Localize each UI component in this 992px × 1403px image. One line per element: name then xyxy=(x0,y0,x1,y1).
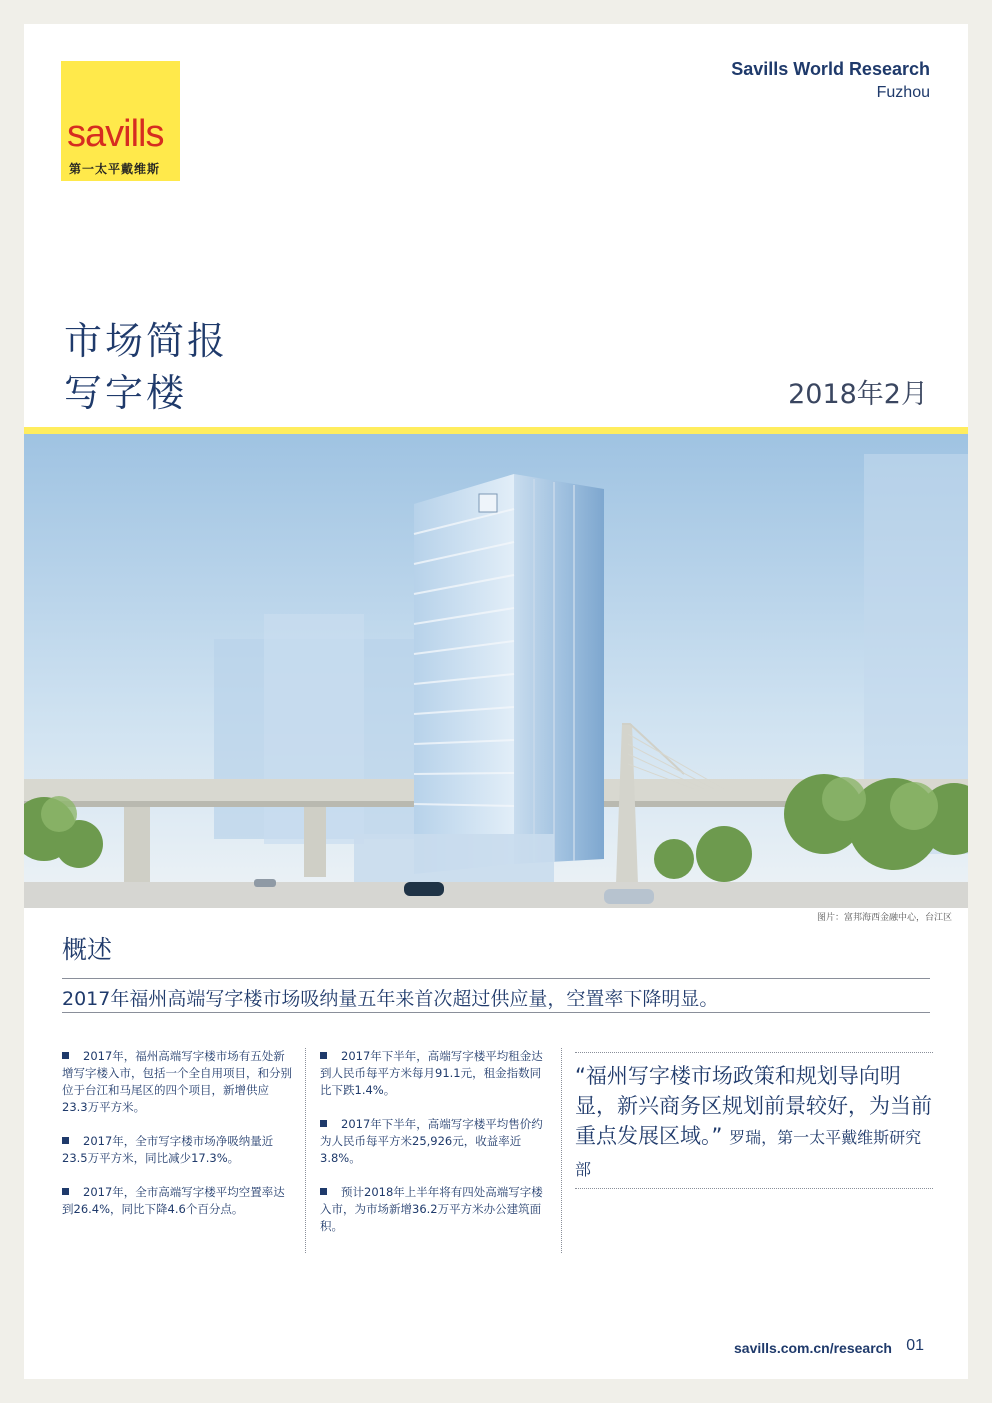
overview-summary: 2017年福州高端写字楼市场吸纳量五年来首次超过供应量，空置率下降明显。 xyxy=(62,988,719,1010)
quote-rule-top xyxy=(575,1052,933,1053)
list-item: 2017年，全市高端写字楼平均空置率达到26.4%，同比下降4.6个百分点。 xyxy=(62,1185,285,1216)
quote-attribution: 罗瑞，第一太平戴维斯研究部 xyxy=(575,1128,922,1179)
page xyxy=(24,24,968,1379)
bullets-middle xyxy=(320,1048,550,1252)
column-divider-2 xyxy=(561,1048,562,1253)
bullets-left xyxy=(62,1048,292,1235)
logo-wordmark: savills xyxy=(67,113,164,155)
list-item: 2017年下半年，高端写字楼平均租金达到人民币每平方米每月91.1元，租金指数同比下跌1.4%。 xyxy=(320,1049,543,1097)
report-title-line1: 市场简报 xyxy=(64,319,229,363)
column-divider-1 xyxy=(305,1048,306,1253)
bullet-square-icon xyxy=(320,1188,327,1195)
quote-rule-bottom xyxy=(575,1188,933,1189)
overview-heading: 概述 xyxy=(62,935,113,964)
hero-caption: 图片：富邦海西金融中心，台江区 xyxy=(816,913,952,923)
list-item: 预计2018年上半年将有四处高端写字楼入市，为市场新增36.2万平方米办公建筑面积。 xyxy=(320,1185,543,1233)
logo-chinese-name: 第一太平戴维斯 xyxy=(69,162,161,176)
rule-top xyxy=(62,978,930,979)
bullet-square-icon xyxy=(62,1188,69,1195)
brand-title: Savills World Research xyxy=(731,59,930,79)
savills-logo[interactable] xyxy=(61,61,180,181)
report-title-line2: 写字楼 xyxy=(64,371,188,415)
page-number: 01 xyxy=(906,1337,924,1354)
yellow-divider xyxy=(24,427,968,434)
list-item: 2017年，全市写字楼市场净吸纳量近23.5万平方米，同比减少17.3%。 xyxy=(62,1134,274,1165)
footer-research-link[interactable]: savills.com.cn/research xyxy=(734,1340,892,1356)
list-item: 2017年，福州高端写字楼市场有五处新增写字楼入市，包括一个全自用项目，和分别位于台江和马尾区的四个项目，新增供应23.3万平方米。 xyxy=(62,1049,292,1114)
bullet-square-icon xyxy=(320,1120,327,1127)
rule-bottom xyxy=(62,1012,930,1013)
report-date: 2018年2月 xyxy=(788,379,928,410)
bullet-square-icon xyxy=(62,1137,69,1144)
brand-city: Fuzhou xyxy=(876,84,930,101)
list-item: 2017年下半年，高端写字楼平均售价约为人民币每平方米25,926元，收益率近3.8%。 xyxy=(320,1117,543,1165)
pull-quote xyxy=(575,1061,935,1185)
bullet-square-icon xyxy=(320,1052,327,1059)
quote-text: “福州写字楼市场政策和规划导向明显，新兴商务区规划前景较好，为当前重点发展区域。” xyxy=(575,1064,932,1148)
hero-image xyxy=(24,434,968,908)
bullet-square-icon xyxy=(62,1052,69,1059)
